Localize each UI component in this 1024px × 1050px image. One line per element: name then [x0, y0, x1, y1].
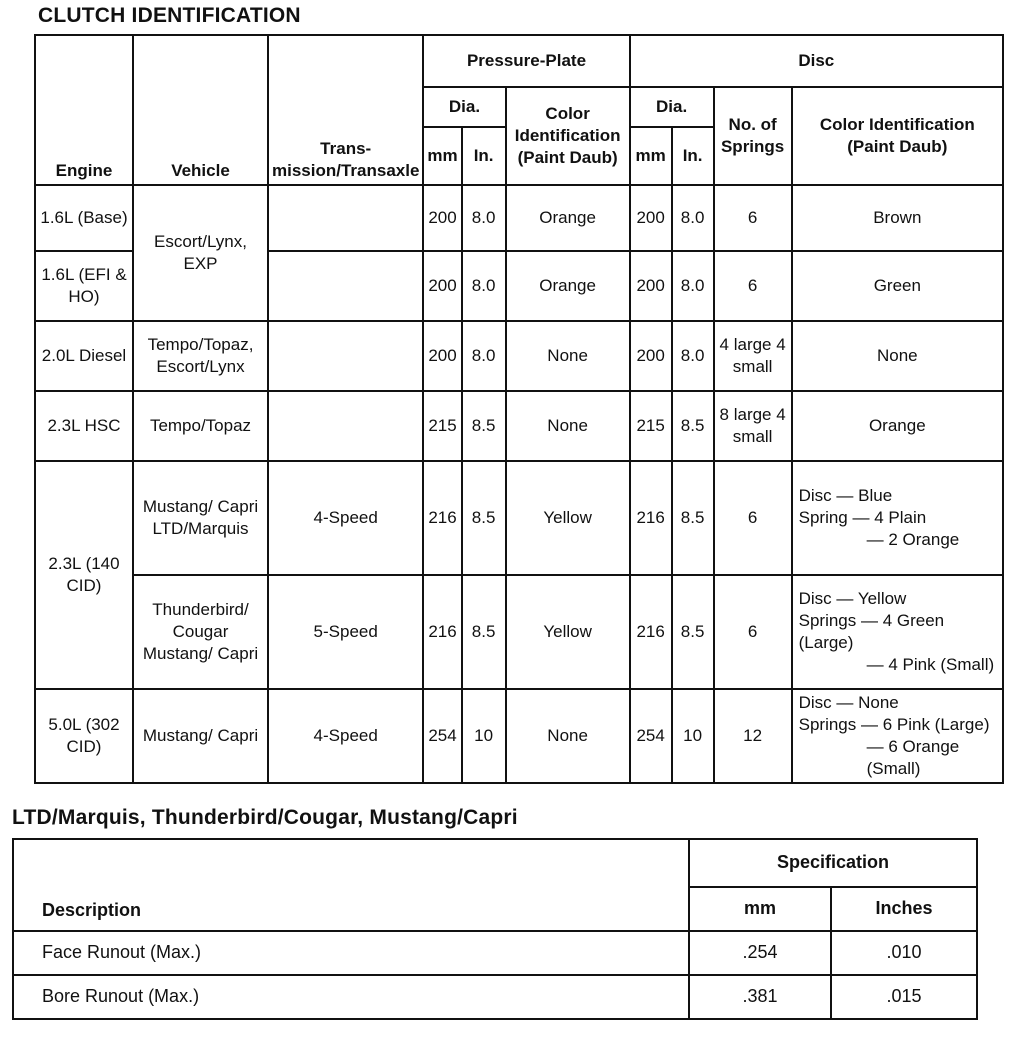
- cell-disc-mm: 216: [630, 461, 672, 575]
- header-pp-color: Color Identification (Paint Daub): [506, 87, 630, 185]
- cell-disc-in: 8.5: [672, 575, 714, 689]
- cell-vehicle: Tempo/Topaz, Escort/Lynx: [133, 321, 268, 391]
- disc-color-line: Springs — 6 Pink (Large): [798, 715, 990, 735]
- cell-disc-color: Green: [792, 251, 1003, 321]
- cell-pp-color: None: [506, 321, 630, 391]
- header-pp-dia: Dia.: [423, 87, 505, 127]
- cell-engine: 2.0L Diesel: [35, 321, 133, 391]
- cell-pp-in: 8.0: [462, 321, 506, 391]
- cell-pp-in: 8.5: [462, 461, 506, 575]
- cell-springs: 8 large 4 small: [714, 391, 792, 461]
- cell-disc-mm: 200: [630, 321, 672, 391]
- cell-vehicle: Mustang/ Capri LTD/Marquis: [133, 461, 268, 575]
- disc-color-line: — 2 Orange: [866, 530, 960, 550]
- disc-color-line: Springs — 4 Green (Large): [798, 610, 945, 652]
- header-pressure-plate: Pressure-Plate: [423, 35, 629, 87]
- header-disc-mm: mm: [630, 127, 672, 185]
- cell-pp-in: 8.0: [462, 185, 506, 251]
- cell-vehicle: Escort/Lynx, EXP: [133, 185, 268, 321]
- cell-engine: 5.0L (302 CID): [35, 689, 133, 783]
- cell-engine: 2.3L HSC: [35, 391, 133, 461]
- runout-spec-table: [12, 838, 978, 1020]
- cell-pp-in: 8.0: [462, 251, 506, 321]
- cell-spec-inches: .015: [831, 975, 977, 1019]
- header-pp-mm: mm: [423, 127, 461, 185]
- cell-engine: 1.6L (Base): [35, 185, 133, 251]
- cell-description: Face Runout (Max.): [13, 931, 689, 975]
- cell-disc-mm: 200: [630, 251, 672, 321]
- header-engine: Engine: [35, 35, 133, 185]
- disc-color-line: Disc — Blue: [798, 485, 893, 505]
- cell-spec-mm: .381: [689, 975, 831, 1019]
- cell-springs: 4 large 4 small: [714, 321, 792, 391]
- cell-disc-color: None: [792, 321, 1003, 391]
- cell-trans: 4-Speed: [268, 461, 423, 575]
- cell-disc-in: 8.5: [672, 461, 714, 575]
- cell-pp-mm: 216: [423, 461, 461, 575]
- cell-pp-in: 8.5: [462, 391, 506, 461]
- cell-pp-in: 10: [462, 689, 506, 783]
- cell-disc-mm: 216: [630, 575, 672, 689]
- table-row: [35, 321, 1003, 391]
- header-vehicle: Vehicle: [133, 35, 268, 185]
- table-row: [35, 185, 1003, 251]
- cell-pp-color: Orange: [506, 185, 630, 251]
- disc-color-line: Spring — 4 Plain: [798, 507, 927, 527]
- header-disc: Disc: [630, 35, 1003, 87]
- table-row: [35, 461, 1003, 575]
- cell-disc-in: 8.0: [672, 321, 714, 391]
- cell-pp-color: None: [506, 689, 630, 783]
- cell-disc-mm: 215: [630, 391, 672, 461]
- cell-description: Bore Runout (Max.): [13, 975, 689, 1019]
- cell-disc-color: [792, 461, 1003, 575]
- cell-vehicle: Mustang/ Capri: [133, 689, 268, 783]
- header-disc-dia: Dia.: [630, 87, 714, 127]
- cell-disc-in: 8.5: [672, 391, 714, 461]
- cell-pp-mm: 215: [423, 391, 461, 461]
- disc-color-line: — 4 Pink (Small): [866, 655, 995, 675]
- header-transmission: Trans-mission/Transaxle: [268, 35, 423, 185]
- clutch-identification-table: [34, 34, 1004, 784]
- cell-engine: 1.6L (EFI & HO): [35, 251, 133, 321]
- cell-disc-mm: 254: [630, 689, 672, 783]
- header-spec-inches: Inches: [831, 887, 977, 931]
- cell-pp-color: Yellow: [506, 575, 630, 689]
- cell-disc-in: 8.0: [672, 251, 714, 321]
- cell-disc-color: [792, 575, 1003, 689]
- table-row: [13, 931, 977, 975]
- table-row: [13, 975, 977, 1019]
- cell-pp-mm: 216: [423, 575, 461, 689]
- disc-color-line: Disc — Yellow: [798, 588, 907, 608]
- cell-disc-color: [792, 689, 1003, 783]
- cell-springs: 12: [714, 689, 792, 783]
- cell-trans: [268, 251, 423, 321]
- cell-springs: 6: [714, 251, 792, 321]
- table-row: [35, 391, 1003, 461]
- cell-trans: [268, 321, 423, 391]
- header-pp-in: In.: [462, 127, 506, 185]
- cell-trans: [268, 391, 423, 461]
- cell-pp-in: 8.5: [462, 575, 506, 689]
- cell-disc-mm: 200: [630, 185, 672, 251]
- cell-engine: 2.3L (140 CID): [35, 461, 133, 689]
- cell-spec-mm: .254: [689, 931, 831, 975]
- clutch-identification-title: CLUTCH IDENTIFICATION: [38, 4, 301, 27]
- cell-disc-in: 10: [672, 689, 714, 783]
- cell-pp-mm: 200: [423, 251, 461, 321]
- cell-springs: 6: [714, 461, 792, 575]
- cell-vehicle: Tempo/Topaz: [133, 391, 268, 461]
- cell-pp-mm: 200: [423, 185, 461, 251]
- cell-vehicle: Thunderbird/ Cougar Mustang/ Capri: [133, 575, 268, 689]
- cell-disc-in: 8.0: [672, 185, 714, 251]
- header-springs: No. of Springs: [714, 87, 792, 185]
- header-specification: Specification: [689, 839, 977, 887]
- cell-pp-mm: 200: [423, 321, 461, 391]
- cell-trans: 4-Speed: [268, 689, 423, 783]
- cell-springs: 6: [714, 575, 792, 689]
- disc-color-line: — 6 Orange (Small): [866, 737, 960, 779]
- cell-springs: 6: [714, 185, 792, 251]
- cell-trans: 5-Speed: [268, 575, 423, 689]
- header-spec-mm: mm: [689, 887, 831, 931]
- spec-table-title: LTD/Marquis, Thunderbird/Cougar, Mustang/Capri: [12, 806, 518, 829]
- cell-pp-color: Yellow: [506, 461, 630, 575]
- disc-color-line: Disc — None: [798, 693, 899, 712]
- cell-spec-inches: .010: [831, 931, 977, 975]
- cell-pp-color: Orange: [506, 251, 630, 321]
- header-description: Description: [13, 839, 689, 931]
- cell-trans: [268, 185, 423, 251]
- table-row: [35, 689, 1003, 783]
- table-row: [35, 575, 1003, 689]
- cell-disc-color: Orange: [792, 391, 1003, 461]
- cell-pp-mm: 254: [423, 689, 461, 783]
- cell-pp-color: None: [506, 391, 630, 461]
- cell-disc-color: Brown: [792, 185, 1003, 251]
- header-disc-color: Color Identification (Paint Daub): [792, 87, 1003, 185]
- header-disc-in: In.: [672, 127, 714, 185]
